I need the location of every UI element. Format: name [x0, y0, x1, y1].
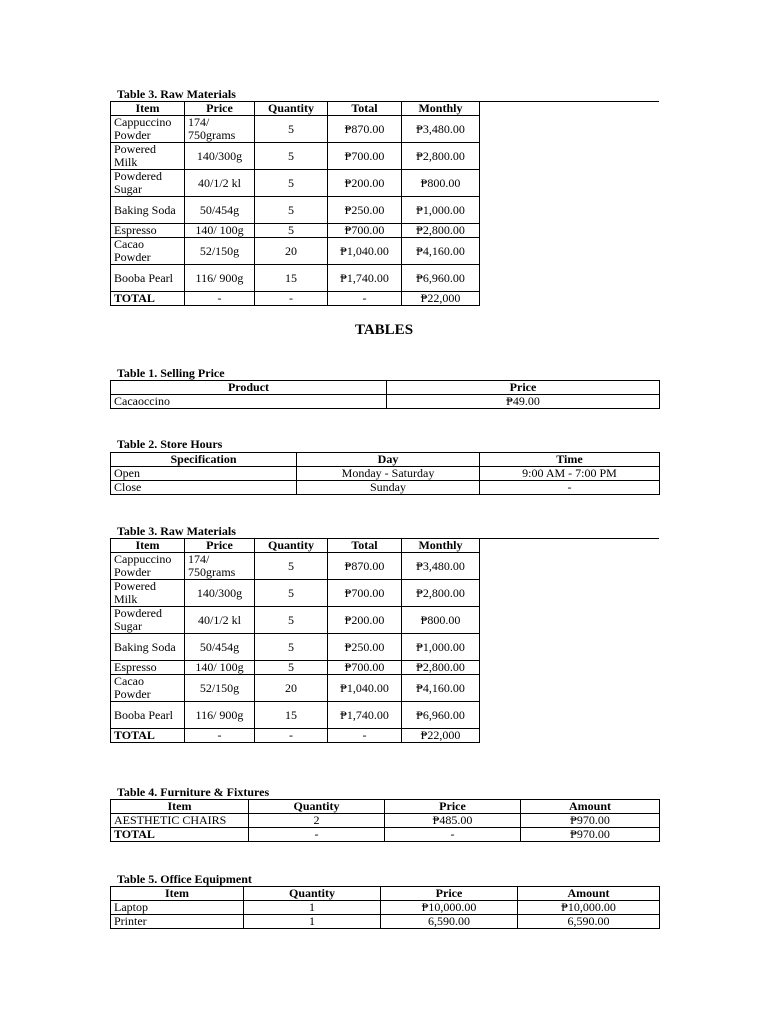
col-header: Quantity — [255, 539, 328, 553]
table-cell: 5 — [255, 116, 328, 143]
table-cell: 116/ 900g — [185, 702, 255, 729]
table-row — [111, 675, 480, 702]
col-header: Monthly — [402, 102, 480, 116]
table-cell: 174/ 750grams — [185, 116, 255, 143]
table-cell: Powdered Sugar — [111, 607, 185, 634]
table-cell: ₱1,040.00 — [328, 238, 402, 265]
col-header: Product — [111, 381, 387, 395]
table-cell: ₱2,800.00 — [402, 580, 480, 607]
table-row — [111, 143, 480, 170]
table-cell: Cappuccino Powder — [111, 116, 185, 143]
table-cell: ₱2,800.00 — [402, 661, 480, 675]
table-cell: ₱1,000.00 — [402, 197, 480, 224]
table-cell: 50/454g — [185, 634, 255, 661]
table-cell: TOTAL — [111, 828, 249, 842]
table-row — [111, 607, 480, 634]
table-row — [111, 915, 660, 929]
table-cell: ₱700.00 — [328, 143, 402, 170]
table-row — [111, 265, 480, 292]
table-cell: ₱4,160.00 — [402, 675, 480, 702]
table-cell: ₱870.00 — [328, 553, 402, 580]
table-header-row — [111, 102, 480, 116]
table-cell: Booba Pearl — [111, 265, 185, 292]
table-row — [111, 238, 480, 265]
table-cell: - — [185, 292, 255, 306]
table-cell: 116/ 900g — [185, 265, 255, 292]
table-header-row — [111, 453, 660, 467]
table-cell: 140/ 100g — [185, 224, 255, 238]
table-cell: 5 — [255, 143, 328, 170]
table-total-row — [111, 729, 480, 743]
table-header-row — [111, 381, 660, 395]
table-cell: 1 — [244, 915, 381, 929]
col-header: Item — [111, 539, 185, 553]
table-cell: ₱10,000.00 — [518, 901, 660, 915]
office-equipment-table — [110, 886, 660, 929]
table-cell: 40/1/2 kl — [185, 607, 255, 634]
table-cell: - — [480, 481, 660, 495]
table-cell: TOTAL — [111, 292, 185, 306]
table-cell: 174/ 750grams — [185, 553, 255, 580]
table-cell: ₱700.00 — [328, 580, 402, 607]
raw-materials-caption-top: Table 3. Raw Materials — [117, 87, 236, 101]
table-top-rule — [478, 101, 659, 102]
table-row — [111, 661, 480, 675]
table-cell: 6,590.00 — [518, 915, 660, 929]
table-cell: Powered Milk — [111, 143, 185, 170]
table-cell: - — [249, 828, 385, 842]
store-hours-caption: Table 2. Store Hours — [117, 437, 223, 451]
table-total-row — [111, 828, 660, 842]
table-cell: ₱250.00 — [328, 634, 402, 661]
table-cell: 52/150g — [185, 238, 255, 265]
table-cell: 52/150g — [185, 675, 255, 702]
table-total-row — [111, 292, 480, 306]
table-cell: ₱22,000 — [402, 729, 480, 743]
col-header: Quantity — [249, 800, 385, 814]
table-cell: Espresso — [111, 224, 185, 238]
table-cell: 140/ 100g — [185, 661, 255, 675]
table-top-rule — [478, 538, 659, 539]
furniture-caption: Table 4. Furniture & Fixtures — [117, 785, 270, 799]
table-cell: 5 — [255, 553, 328, 580]
col-header: Price — [185, 102, 255, 116]
table-cell: ₱22,000 — [402, 292, 480, 306]
table-row — [111, 814, 660, 828]
table-cell: ₱800.00 — [402, 170, 480, 197]
table-cell: 5 — [255, 224, 328, 238]
table-cell: 6,590.00 — [381, 915, 518, 929]
table-cell: ₱6,960.00 — [402, 702, 480, 729]
table-row — [111, 467, 660, 481]
col-header: Total — [328, 539, 402, 553]
table-cell: Baking Soda — [111, 634, 185, 661]
table-cell: 1 — [244, 901, 381, 915]
table-cell: 15 — [255, 265, 328, 292]
table-cell: 50/454g — [185, 197, 255, 224]
table-cell: ₱49.00 — [387, 395, 660, 409]
col-header: Specification — [111, 453, 297, 467]
table-cell: Baking Soda — [111, 197, 185, 224]
table-cell: TOTAL — [111, 729, 185, 743]
table-cell: ₱970.00 — [521, 814, 660, 828]
col-header: Amount — [518, 887, 660, 901]
table-header-row — [111, 800, 660, 814]
table-cell: - — [255, 292, 328, 306]
col-header: Quantity — [244, 887, 381, 901]
col-header: Monthly — [402, 539, 480, 553]
table-cell: ₱6,960.00 — [402, 265, 480, 292]
table-cell: Booba Pearl — [111, 702, 185, 729]
table-row — [111, 580, 480, 607]
table-row — [111, 116, 480, 143]
table-cell: ₱2,800.00 — [402, 143, 480, 170]
table-cell: - — [185, 729, 255, 743]
col-header: Item — [111, 102, 185, 116]
store-hours-table — [110, 452, 660, 495]
table-cell: Cacao Powder — [111, 675, 185, 702]
table-cell: ₱700.00 — [328, 661, 402, 675]
table-cell: - — [328, 729, 402, 743]
table-header-row — [111, 887, 660, 901]
table-cell: 5 — [255, 607, 328, 634]
table-cell: ₱1,740.00 — [328, 265, 402, 292]
table-cell: ₱3,480.00 — [402, 116, 480, 143]
table-cell: 5 — [255, 580, 328, 607]
table-cell: 5 — [255, 170, 328, 197]
col-header: Price — [381, 887, 518, 901]
table-cell: ₱2,800.00 — [402, 224, 480, 238]
table-cell: 5 — [255, 197, 328, 224]
col-header: Item — [111, 800, 249, 814]
raw-materials-table-top — [110, 101, 480, 306]
table-header-row — [111, 539, 480, 553]
col-header: Quantity — [255, 102, 328, 116]
page-heading: TABLES — [354, 322, 414, 338]
table-row — [111, 395, 660, 409]
table-cell: ₱3,480.00 — [402, 553, 480, 580]
table-row — [111, 481, 660, 495]
table-cell: Monday - Saturday — [297, 467, 480, 481]
table-row — [111, 702, 480, 729]
table-cell: - — [385, 828, 521, 842]
table-cell: 20 — [255, 238, 328, 265]
table-cell: AESTHETIC CHAIRS — [111, 814, 249, 828]
table-cell: Espresso — [111, 661, 185, 675]
table-cell: ₱870.00 — [328, 116, 402, 143]
furniture-table — [110, 799, 660, 842]
table-cell: 2 — [249, 814, 385, 828]
table-row — [111, 553, 480, 580]
table-cell: 15 — [255, 702, 328, 729]
table-cell: ₱485.00 — [385, 814, 521, 828]
table-cell: Cacaoccino — [111, 395, 387, 409]
col-header: Price — [387, 381, 660, 395]
table-row — [111, 224, 480, 238]
table-cell: 140/300g — [185, 143, 255, 170]
table-row — [111, 634, 480, 661]
table-cell: Close — [111, 481, 297, 495]
table-cell: ₱200.00 — [328, 170, 402, 197]
col-header: Price — [385, 800, 521, 814]
table-cell: Laptop — [111, 901, 244, 915]
table-cell: ₱700.00 — [328, 224, 402, 238]
table-cell: ₱250.00 — [328, 197, 402, 224]
table-cell: Cacao Powder — [111, 238, 185, 265]
table-cell: 40/1/2 kl — [185, 170, 255, 197]
table-cell: 9:00 AM - 7:00 PM — [480, 467, 660, 481]
table-cell: Powered Milk — [111, 580, 185, 607]
table-cell: Sunday — [297, 481, 480, 495]
col-header: Day — [297, 453, 480, 467]
table-cell: 5 — [255, 661, 328, 675]
table-row — [111, 901, 660, 915]
selling-price-caption: Table 1. Selling Price — [117, 366, 225, 380]
table-row — [111, 170, 480, 197]
table-cell: ₱800.00 — [402, 607, 480, 634]
table-cell: ₱200.00 — [328, 607, 402, 634]
selling-price-table — [110, 380, 660, 409]
table-cell: ₱10,000.00 — [381, 901, 518, 915]
table-cell: 20 — [255, 675, 328, 702]
table-cell: - — [328, 292, 402, 306]
raw-materials-table — [110, 538, 480, 743]
col-header: Price — [185, 539, 255, 553]
table-cell: ₱970.00 — [521, 828, 660, 842]
table-cell: ₱4,160.00 — [402, 238, 480, 265]
table-cell: - — [255, 729, 328, 743]
table-cell: Cappuccino Powder — [111, 553, 185, 580]
table-row — [111, 197, 480, 224]
table-cell: 5 — [255, 634, 328, 661]
col-header: Total — [328, 102, 402, 116]
raw-materials-caption: Table 3. Raw Materials — [117, 524, 236, 538]
col-header: Item — [111, 887, 244, 901]
table-cell: 140/300g — [185, 580, 255, 607]
table-cell: ₱1,040.00 — [328, 675, 402, 702]
col-header: Amount — [521, 800, 660, 814]
table-cell: Printer — [111, 915, 244, 929]
table-cell: ₱1,000.00 — [402, 634, 480, 661]
table-cell: Open — [111, 467, 297, 481]
table-cell: Powdered Sugar — [111, 170, 185, 197]
table-cell: ₱1,740.00 — [328, 702, 402, 729]
office-equipment-caption: Table 5. Office Equipment — [117, 872, 252, 886]
col-header: Time — [480, 453, 660, 467]
